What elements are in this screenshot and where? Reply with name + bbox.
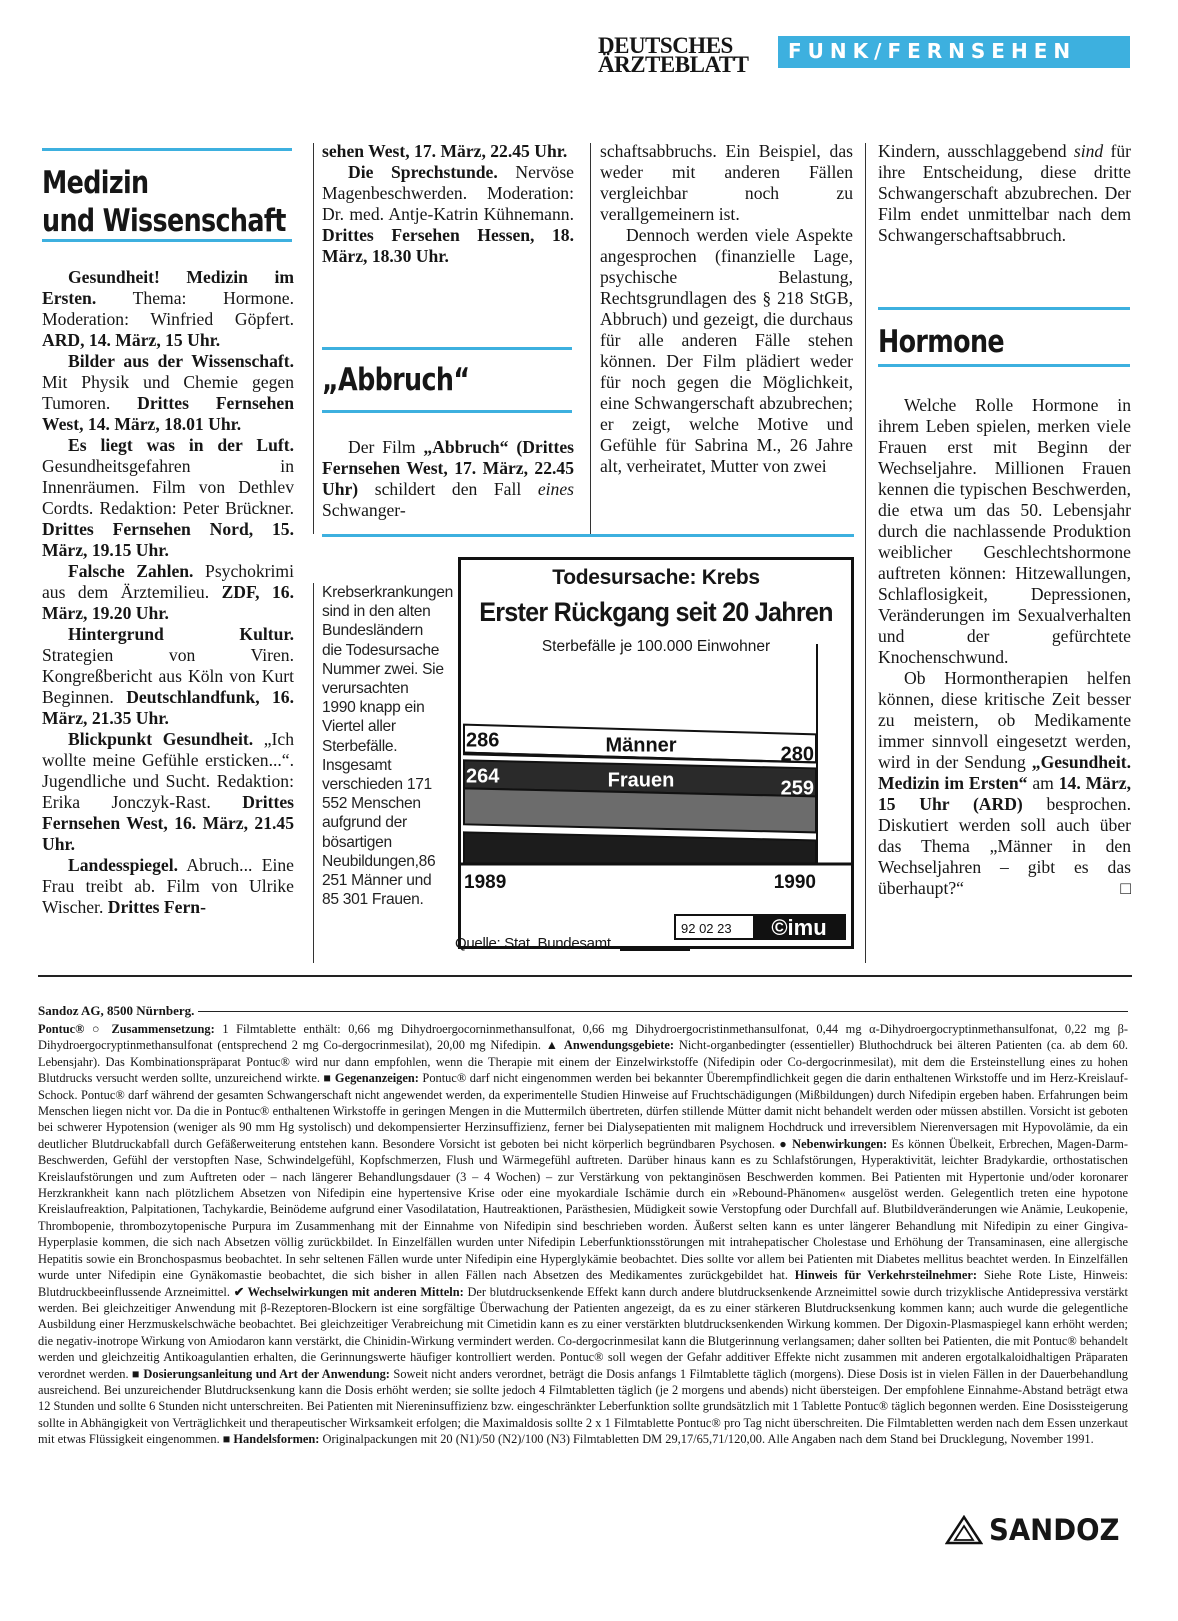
category-label: 1990 <box>773 872 816 893</box>
hormone-rule-bottom <box>878 364 1130 367</box>
heading-rule-bottom <box>42 239 292 242</box>
column-divider <box>865 143 866 963</box>
listing-entry: Landesspiegel. Abruch... Eine Frau treibt ab. Film von Ulrike Wischer. Drittes Fern- <box>42 855 294 917</box>
section-rule <box>322 534 854 537</box>
value-label: 280 <box>780 743 814 766</box>
value-label: 286 <box>466 729 500 752</box>
page-separator <box>38 975 1132 977</box>
column-divider <box>313 143 314 534</box>
value-label: 264 <box>466 765 500 788</box>
series-label-maenner: Männer <box>605 734 677 757</box>
value-label: 259 <box>780 777 814 800</box>
chart-source-line <box>620 949 690 951</box>
listing-entry: Es liegt was in der Luft. Gesundheitsgefahren in Innenräumen. Film von Dethlev Cordts. Redaktion: Peter Brückner. Drittes Fernsehen Nord, 15. März, 19.15 Uhr. <box>42 435 294 560</box>
listing-entry: Die Sprechstunde. Nervöse Magenbeschwerden. Moderation: Dr. med. Antje-Katrin Kühnemann. Drittes Fersehen Hessen, 18. März, 18.30 Uhr. <box>322 162 574 266</box>
ad-company-line <box>198 1011 1128 1012</box>
col2-listings: sehen West, 17. März, 22.45 Uhr. Die Sprechstunde. Nervöse Magenbeschwerden. Moderation: Dr. med. Antje-Katrin Kühnemann. Drittes Fersehen Hessen, 18. März, 18.30 Uhr. <box>322 141 574 266</box>
chart-code: 92 02 23 <box>681 921 732 936</box>
chart-source: Quelle: Stat. Bundesamt <box>455 935 611 952</box>
medizin-listings <box>42 267 294 918</box>
hormone-text: Welche Rolle Hormone in ihrem Leben spielen, merken viele Frauen erst mit Beginn der Wechseljahre. Millionen Frauen kennen die typischen Beschwerden, die etwa um das 50. Lebensjahr durch die nachlassende Produktion weiblicher Geschlechtshormone auftreten können: Hitzewallungen, Schlaflosigkeit, Depressionen, Veränderungen im Sexualverhalten und der gefürchtete Knochenschwund. Ob Hormontherapien helfen können, diese kritische Zeit besser zu meistern, ob Medikamente immer sinnvoll eingesetzt werden, wird in der Sendung „Gesundheit. Medizin im Ersten“ am 14. März, 15 Uhr (ARD) besprochen. Diskutiert werden soll auch über das Thema „Männer in den Wechseljahren – gibt es das überhaupt?“ □ <box>878 395 1131 898</box>
masthead <box>598 33 756 77</box>
abbruch-rule-bottom <box>322 410 572 413</box>
chart-title: Todesursache: Krebs <box>552 566 760 589</box>
abbruch-heading: „Abbruch“ <box>322 362 470 398</box>
sandoz-wordmark: SANDOZ <box>989 1513 1120 1547</box>
masthead-line1: DEUTSCHES <box>598 33 733 58</box>
listing-entry: Hintergrund Kultur. Strategien von Viren. Kongreßbericht aus Köln von Kurt Beginnen. Deutschlandfunk, 16. März, 21.35 Uhr. <box>42 624 294 728</box>
chart-subtitle: Erster Rückgang seit 20 Jahren <box>479 597 833 627</box>
section-banner <box>778 36 1130 68</box>
sandoz-logo <box>945 1513 1133 1547</box>
sandoz-triangle-icon <box>945 1515 983 1545</box>
medizin-heading: Medizin und Wissenschaft <box>42 165 286 239</box>
listing-entry: Falsche Zahlen. Psychokrimi aus dem Ärztemilieu. ZDF, 16. März, 19.20 Uhr. <box>42 561 294 623</box>
ad-text: Pontuc® ○ Zusammensetzung: 1 Filmtablette enthält: 0,66 mg Dihydroergocorninmethansulfonat, 0,66 mg Dihydroergocristinmethansulfonat, 0,44 mg α-Dihydroergocryptinmethansulfonat, 0,22 mg β-Dihydroergocryptinmethansulfonat (entsprechend 2 mg Co-dergocrinmesilat), 20,00 mg Nifedipin. ▲ Anwendungsgebiete: Nicht-organbedingter (essentieller) Bluthochdruck bei älteren Patienten (ca. ab dem 60. Lebensjahr). Das Kombinationspräparat Pontuc® wird nur dann empfohlen, wenn die Therapie mit einem der Einzelwirkstoffe (Nifedipin oder Co-dergocrinmesilat), mit dem die Ersteinstellung eines zu hohen Blutdrucks versucht werden sollte, unzureichend wirkte. ■ Gegenanzeigen: Pontuc® darf nicht eingenommen werden bei bekannter Überempfindlichkeit gegen die darin enthaltenen Wirkstoffe und im Herz-Kreislauf-Schock. Pontuc® darf während der gesamten Schwangerschaft nicht angewendet werden, da experimentelle Studien Hinweise auf Fruchtschädigungen (Mißbildungen) durch Nifedipin ergeben haben. Erfahrungen beim Menschen liegen nicht vor. Da die in Pontuc® enthaltenen Wirkstoffe in geringen Mengen in die Muttermilch übertreten, dürfen stillende Mütter damit nicht behandelt werden oder müssen abstillen. Vorsicht ist geboten bei schwerer Hypotension (weniger als 90 mm Hg systolisch) und dekompensierter Herzinsuffizienz, ferner bei Dialysepatienten mit malignem Hochdruck und irreversiblem Nierenversagen mit Hypovolämie, da ein deutlicher Blutdruckabfall durch Gefäßerweiterung entstehen kann. Besondere Vorsicht ist geboten bei nicht körperlich begründbaren Psychosen. ● Nebenwirkungen: Es können Übelkeit, Erbrechen, Magen-Darm-Beschwerden, Gefühl der verstopften Nase, Schwindelgefühl, Kopfschmerzen, Flush und Wärmegefühl auftreten. Darüber hinaus kann es zu Schlafstörungen, Hyperaktivität, leichter Bradykardie, orthostatischen Kreislaufstörungen und zum Auftreten oder – nach längerer Behandlungsdauer (3 – 4 Wochen) – zur Verstärkung von pektanginösen Beschwerden kommen. Bei Patienten mit Hypertonie und/oder koronarer Herzkrankheit kann nach plötzlichem Absetzen von Nifedipin eine hypertensive Krise oder eine myokardiale Ischämie durch ein »Rebound-Phänomen« ausgelöst werden. Gelegentlich treten eine hypotone Kreislaufreaktion, Palpitationen, Tachykardie, Beinödeme aufgrund einer Vasodilatation, Hautreaktionen, Parästhesien, Müdigkeit sowie Verstopfung oder Durchfall auf. Blutbildveränderungen wie Anämie, Leukopenie, Thrombopenie, thrombozytopenische Purpura im Zusammenhang mit der Einnahme von Nifedipin sind beschrieben worden. Äußerst selten kann es unter längerer Behandlung mit Nifedipin zu einer Gingiva-Hyperplasie kommen, die sich nach Absetzen völlig zurückbildet. In Einzelfällen wurden unter Nifedipin Leberfunktionsstörungen mit intrahepatischer Cholestase und Erhöhung der Transaminasen, eine allergische Hepatitis sowie ein Bronchospasmus beobachtet. In sehr seltenen Fällen wurde unter Nifedipin eine Hyperglykämie beobachtet. Dies sollte vor allem bei Patienten mit Diabetes mellitus beachtet werden. In Einzelfällen wurde unter Nifedipin eine Gynäkomastie beobachtet, die sich bisher in allen Fällen nach Absetzen des Medikamentes zurückgebildet hat. Hinweis für Verkehrsteilnehmer: Siehe Rote Liste, Hinweis: Blutdruckbeeinflussende Arzneimittel. ✔ Wechselwirkungen mit anderen Mitteln: Der blutdrucksenkende Effekt kann durch andere blutdrucksenkende Arzneimittel sowie durch trizyklische Antidepressiva verstärkt werden. Bei gleichzeitiger Anwendung mit β-Rezeptoren-Blockern ist eine sorgfältige Überwachung der Patienten angezeigt, da es zu einer stärkeren Blutdrucksenkung kommen kann; auch wurde die gelegentliche Ausbildung einer Herzmuskelschwäche beobachtet. Bei gleichzeitiger Verabreichung mit Cimetidin kann es zu einer verstärkten blutdrucksenkenden Wirkung kommen. Der Digoxin-Plasmaspiegel kann erhöht werden; die negativ-inotrope Wirkung von Amiodaron kann verstärkt, die Chinidin-Wirkung vermindert werden. Co-dergocrinmesilat kann die Blutgerinnung verlangsamen; daher sollten bei Patienten, die mit Pontuc® behandelt werden und gleichzeitig Antikoagulantien erhalten, die Gerinnungswerte häufiger kontrolliert werden. Pontuc® soll wegen der Gefahr additiver Effekte nicht zusammen mit anderen ergotalkaloidhaltigen Präparaten verordnet werden. ■ Dosierungsanleitung und Art der Anwendung: Soweit nicht anders verordnet, beträgt die Dosis anfangs 1 Filmtablette täglich (morgens). Diese Dosis ist in vielen Fällen in der Dauerbehandlung ausreichend. Bei unzureichender Blutdrucksenkung kann die Dosis erhöht werden; sie sollte jedoch 4 Filmtabletten täglich (je 2 morgens und abends) nicht übersteigen. Der empfohlene Einnahme-Abstand beträgt etwa 12 Stunden und sollte 6 Stunden nicht unterschreiten. Bei Patienten mit Niereninsuffizienz bzw. eingeschränkter Leberfunktion sollte grundsätzlich mit 1 Tablette Pontuc® täglich begonnen werden. Eine Dosissteigerung sollte in Abhängigkeit von Verträglichkeit und therapeutischer Wirksamkeit erfolgen; die Maximaldosis sollte 2 x 1 Filmtablette Pontuc® pro Tag nicht überschreiten. Die Filmtabletten werden nach dem Essen unzerkaut mit etwas Flüssigkeit eingenommen. ■ Handelsformen: Originalpackungen mit 20 (N1)/50 (N2)/100 (N3) Filmtabletten DM 29,17/65,71/120,00. Alle Angaben nach dem Stand bei Drucklegung, November 1991. <box>38 1022 1129 1447</box>
column-divider <box>590 143 591 534</box>
bar-frauen-shade <box>464 788 816 832</box>
column-divider <box>313 583 314 963</box>
masthead-line2: ÄRZTEBLATT <box>598 52 749 77</box>
chart-unit-label: Sterbefälle je 100.000 Einwohner <box>541 638 771 655</box>
heading-rule-top <box>42 148 292 151</box>
chart-frame <box>458 557 854 949</box>
end-mark: □ <box>1120 878 1131 898</box>
chart-caption: Krebserkrankungen sind in den alten Bundesländern die Todesursache Nummer zwei. Sie verursachten 1990 knapp ein Viertel aller Sterbefälle. Insgesamt verschieden 171 552 Menschen aufgrund der bösartigen Neubildungen,86 251 Männer und 85 301 Frauen. <box>322 584 453 909</box>
hormone-rule-top <box>878 307 1130 310</box>
listing-entry: Bilder aus der Wissenschaft. Mit Physik und Chemie gegen Tumoren. Drittes Fernsehen West, 14. März, 18.01 Uhr. <box>42 351 294 434</box>
series-label-frauen: Frauen <box>607 769 675 792</box>
abbruch-text-end: Kindern, ausschlaggebend sind für ihre Entscheidung, diese dritte Schwangerschaft abzubrechen. Der Film endet unmittelbar nach dem Schwangerschaftsabbruch. <box>878 141 1131 245</box>
category-label: 1989 <box>464 872 507 893</box>
hormone-heading: Hormone <box>878 324 1004 360</box>
bar-frauen <box>464 832 816 864</box>
abbruch-rule-top <box>322 347 572 350</box>
listing-entry: Blickpunkt Gesundheit. „Ich wollte meine Gefühle ersticken...“. Jugendliche und Sucht. Redaktion: Erika Jonczyk-Rast. Drittes Fernsehen West, 16. März, 21.45 Uhr. <box>42 729 294 854</box>
ad-company: Sandoz AG, 8500 Nürnberg. <box>38 1003 1128 1019</box>
abbruch-text-cont: schaftsabbruchs. Ein Beispiel, das weder mit anderen Fällen vergleichbar noch zu verallgemeinern ist. Dennoch werden viele Aspekte angesprochen (finanzielle Lage, psychische Belastung, Rechtsgrundlagen des § 218 StGB, Abbruch) und gezeigt, die durchaus für alle anderen Fälle stehen können. Der Film plädiert weder für noch gegen die Möglichkeit, eine Schwangerschaft abzubrechen; er zeigt, welche Motive und Gefühle für Sabrina M., 26 Jahre alt, verheiratet, Mutter von zwei <box>600 141 853 476</box>
section-label: FUNK/FERNSEHEN <box>788 39 1077 63</box>
abbruch-text: Der Film „Abbruch“ (Drittes Fernsehen West, 17. März, 22.45 Uhr) schildert den Fall eines Schwanger- <box>322 437 574 520</box>
chart-brand: ©imu <box>771 915 827 940</box>
chart-plot <box>461 560 851 946</box>
listing-entry: Gesundheit! Medizin im Ersten. Thema: Hormone. Moderation: Winfried Göpfert. ARD, 14. März, 15 Uhr. <box>42 267 294 350</box>
